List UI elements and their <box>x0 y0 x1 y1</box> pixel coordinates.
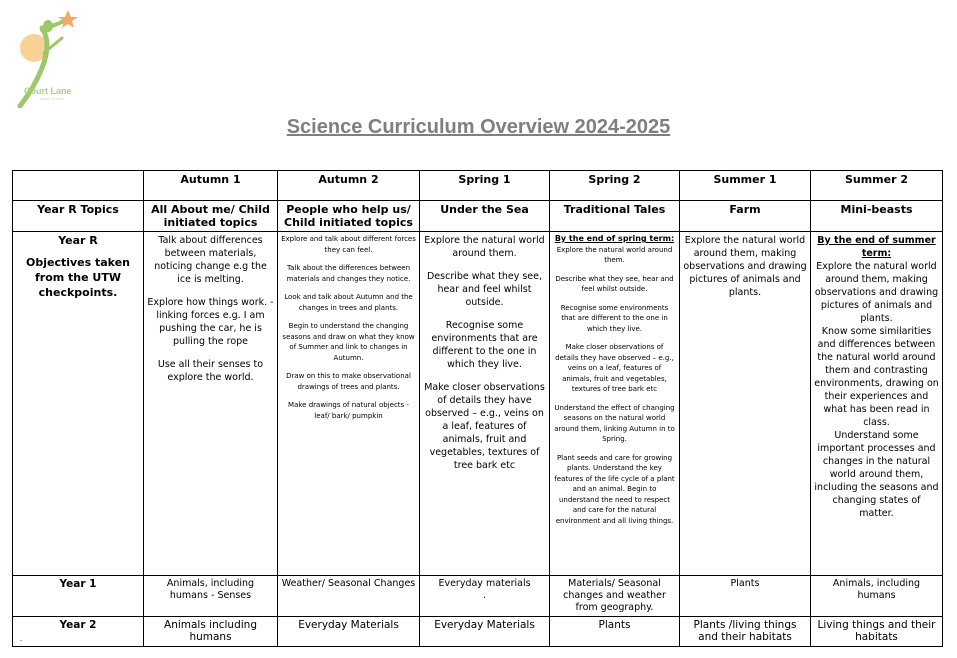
objective-text: Plant seeds and care for growing plants. Understand the key features of the life cycle of a plant and an animal. Begin to understand the need to respect and care for the natural environment and all living things. <box>554 453 675 525</box>
objective-text: Draw on this to make observational drawings of trees and plants. <box>286 372 411 391</box>
year2-cell: Animals including humans <box>144 617 278 647</box>
objective-text: Make closer observations of details they have observed – e.g., veins on a leaf, features of animals, fruit and vegetables, textures of tree bark etc <box>555 343 674 393</box>
term-header: Spring 1 <box>420 171 550 201</box>
footer-mark: . <box>20 634 23 643</box>
objective-text: Explore and talk about different forces they can feel. <box>281 235 416 254</box>
year2-cell: Everyday Materials <box>278 617 420 647</box>
objective-text: Know some similarities and differences between the natural world around them and contrasting environments, drawing on their experiences and what has been read in class. <box>814 326 939 428</box>
objective-text: Understand some important processes and changes in the natural world around them, including the seasons and changing states of matter. <box>814 430 939 519</box>
year2-cell: Living things and their habitats <box>811 617 943 647</box>
row-label: Year 1 <box>13 576 144 617</box>
year2-cell: Everyday Materials <box>420 617 550 647</box>
year-1-row <box>13 576 943 617</box>
topic-cell: All About me/ Child initiated topics <box>144 201 278 232</box>
topic-cell: People who help us/ Child initiated topics <box>278 201 420 232</box>
objective-text: Talk about the differences between materials and changes they notice. <box>286 264 411 283</box>
year1-cell: Plants <box>680 576 811 617</box>
corner-cell <box>13 171 144 201</box>
row-label: Year 2 <box>13 617 144 647</box>
year1-cell-mark: . <box>482 590 487 601</box>
year2-cell: Plants <box>550 617 680 647</box>
row-label-cell <box>13 232 144 576</box>
term-header: Autumn 1 <box>144 171 278 201</box>
objective-text: Explore the natural world around them. <box>556 245 673 264</box>
objective-text: Explore the natural world around them. <box>424 235 545 259</box>
objective-text: Understand the effect of changing seasons on the natural world around them, linking Autumn in to Spring. <box>554 403 675 443</box>
year-2-row <box>13 617 943 647</box>
objective-cell-spring2 <box>550 232 680 576</box>
objective-cell-spring1 <box>420 232 550 576</box>
topic-cell: Traditional Tales <box>550 201 680 232</box>
term-header: Spring 2 <box>550 171 680 201</box>
objective-cell-summer2 <box>811 232 943 576</box>
year1-cell: Materials/ Seasonal changes and weather from geography. <box>550 576 680 617</box>
term-goal-heading: By the end of summer term: <box>817 235 936 259</box>
topic-cell: Farm <box>680 201 811 232</box>
objective-text: Recognise some environments that are different to the one in which they live. <box>431 320 538 370</box>
row-label: Year R <box>58 234 98 247</box>
objective-text: Make drawings of natural objects - leaf/ bark/ pumpkin <box>288 401 409 420</box>
term-header: Autumn 2 <box>278 171 420 201</box>
page-title: Science Curriculum Overview 2024-2025 <box>286 116 671 138</box>
objective-text: Describe what they see, hear and feel whilst outside. <box>426 271 543 308</box>
year-r-topics-row <box>13 201 943 232</box>
objective-cell-autumn1 <box>144 232 278 576</box>
year2-cell: Plants /living things and their habitats <box>680 617 811 647</box>
year1-cell-spring1 <box>420 576 550 617</box>
term-header: Summer 1 <box>680 171 811 201</box>
topic-cell: Mini-beasts <box>811 201 943 232</box>
year1-cell-text: Everyday materials <box>438 578 531 589</box>
year-r-objectives-row <box>13 232 943 576</box>
objective-text: Explore how things work. - linking forces e.g. I am pushing the car, he is pulling the rope <box>147 297 274 347</box>
objective-text: Begin to understand the changing seasons and draw on what they know of Summer and link to changes in Autumn. <box>282 322 415 362</box>
term-header: Summer 2 <box>811 171 943 201</box>
year1-cell: Weather/ Seasonal Changes <box>278 576 420 617</box>
objective-text: Make closer observations of details they have observed – e.g., veins on a leaf, features of animals, fruit and vegetables, textures of tree bark etc <box>424 382 545 471</box>
logo-name: Court Lane <box>24 86 72 96</box>
topic-cell: Under the Sea <box>420 201 550 232</box>
objective-text: Talk about differences between materials, noticing change e.g the ice is melting. <box>154 235 267 285</box>
objective-text: Explore the natural world around them, making observations and drawing pictures of animals and plants. <box>683 235 807 298</box>
term-goal-heading: By the end of spring term: <box>554 234 675 243</box>
objective-text: Explore the natural world around them, making observations and drawing pictures of animals and plants. <box>814 261 939 324</box>
year1-cell: Animals, including humans - Senses <box>144 576 278 617</box>
objective-cell-summer1 <box>680 232 811 576</box>
year1-cell: Animals, including humans <box>811 576 943 617</box>
logo-subtitle: Infant School <box>40 96 64 101</box>
objective-text: Describe what they see, hear and feel whilst outside. <box>555 274 674 293</box>
row-sublabel: Objectives taken from the UTW checkpoints. <box>25 256 130 299</box>
objective-text: Use all their senses to explore the world. <box>157 359 264 383</box>
curriculum-table <box>12 170 943 647</box>
objective-cell-autumn2 <box>278 232 420 576</box>
objective-text: Look and talk about Autumn and the changes in trees and plants. <box>284 293 413 312</box>
objective-text: Recognise some environments that are different to the one in which they live. <box>560 303 669 333</box>
term-header-row <box>13 171 943 201</box>
row-label: Year R Topics <box>13 201 144 232</box>
